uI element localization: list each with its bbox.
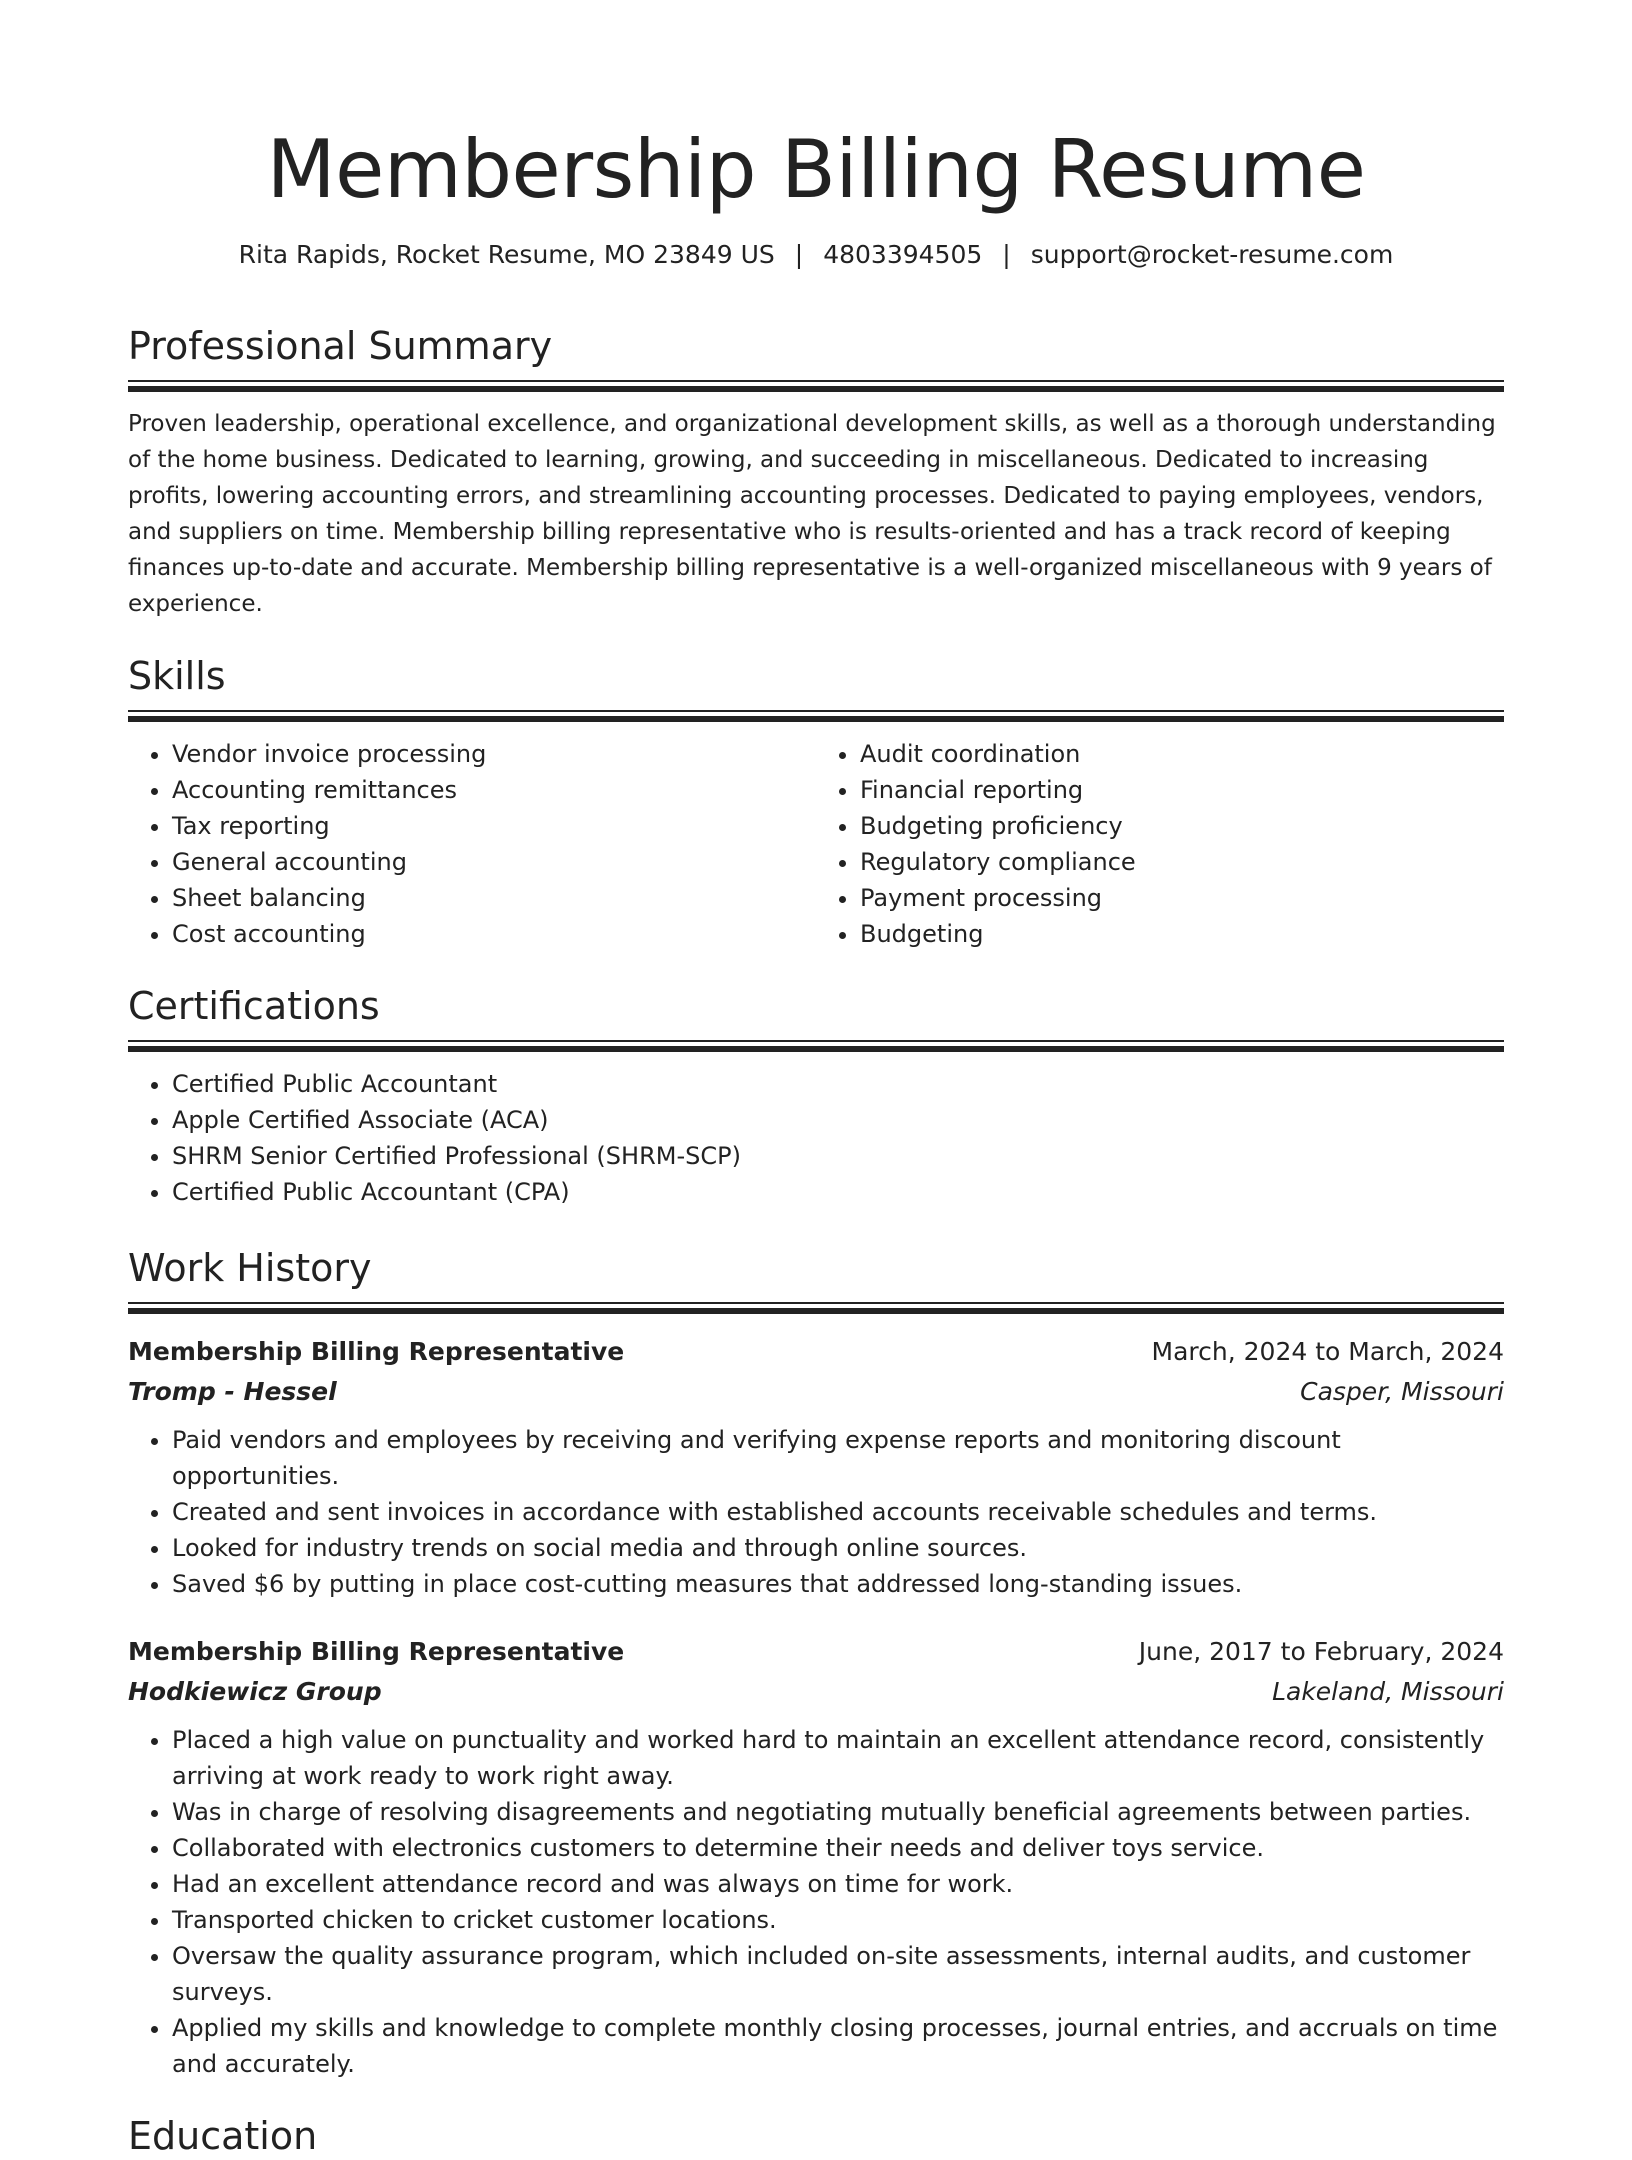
job-dates: June, 2017 to February, 2024 [1138,1637,1504,1666]
certifications-section [128,982,1504,1210]
section-divider [128,380,1504,392]
job-title: Membership Billing Representative [128,1337,625,1366]
job-duty-item: • Saved $6 by putting in place cost-cutting measures that addressed long-standing issues. [172,1566,1504,1602]
skills-list-right [816,736,1504,952]
skills-columns [128,736,1504,952]
section-divider [128,710,1504,722]
job-header-row [128,1632,1504,1672]
skill-item: • Budgeting [860,916,1504,952]
certification-item: • Certified Public Accountant (CPA) [172,1174,1504,1210]
contact-email: support@rocket-resume.com [1030,240,1394,269]
contact-separator: | [1002,240,1011,269]
section-title-certifications: Certifications [128,984,380,1028]
certification-item: • SHRM Senior Certified Professional (SHRM-SCP) [172,1138,1504,1174]
skill-item: • Budgeting proficiency [860,808,1504,844]
job-duty-item: • Had an excellent attendance record and was always on time for work. [172,1866,1504,1902]
job-location: Lakeland, Missouri [1272,1677,1504,1706]
skill-item: • General accounting [172,844,816,880]
job-duties-list [128,1422,1504,1602]
contact-phone: 4803394505 [823,240,983,269]
job-duty-item: • Paid vendors and employees by receiving and verifying expense reports and monitoring discount opportunities. [172,1422,1504,1494]
job-duty-item: • Applied my skills and knowledge to complete monthly closing processes, journal entries, and accruals on time and accurately. [172,2010,1504,2082]
certifications-list [128,1066,1504,1210]
skill-item: • Payment processing [860,880,1504,916]
contact-address: Rita Rapids, Rocket Resume, MO 23849 US [238,240,775,269]
job-employer-row [128,1372,1504,1412]
job-entry [128,1632,1504,2082]
skill-item: • Financial reporting [860,772,1504,808]
job-duty-item: • Transported chicken to cricket customer locations. [172,1902,1504,1938]
job-duty-item: • Created and sent invoices in accordance with established accounts receivable schedules and terms. [172,1494,1504,1530]
summary-section [128,322,1504,622]
section-title-education: Education [128,2114,318,2158]
education-section [128,2112,1504,2160]
skill-item: • Audit coordination [860,736,1504,772]
skill-item: • Regulatory compliance [860,844,1504,880]
section-title-work-history: Work History [128,1246,372,1290]
certification-item: • Apple Certified Associate (ACA) [172,1102,1504,1138]
job-dates: March, 2024 to March, 2024 [1151,1337,1504,1366]
job-title: Membership Billing Representative [128,1637,625,1666]
job-duty-item: • Was in charge of resolving disagreements and negotiating mutually beneficial agreements between parties. [172,1794,1504,1830]
summary-text: Proven leadership, operational excellence, and organizational development skills, as well as a thorough understanding of the home business. Dedicated to learning, growing, and succeeding in miscellaneous. Dedicated to increasing profits, lowering accounting errors, and streamlining accounting processes. Dedicated to paying employees, vendors, and suppliers on time. Membership billing representative who is results-oriented and has a track record of keeping finances up-to-date and accurate. Membership billing representative is a well-organized miscellaneous with 9 years of experience. [128,411,1496,617]
skills-section [128,652,1504,952]
job-entry [128,1332,1504,1602]
skill-item: • Accounting remittances [172,772,816,808]
resume-title: Membership Billing Resume [266,123,1366,216]
job-duty-item: • Oversaw the quality assurance program, which included on-site assessments, internal audits, and customer surveys. [172,1938,1504,2010]
job-duty-item: • Placed a high value on punctuality and worked hard to maintain an excellent attendance record, consistently arriving at work ready to work right away. [172,1722,1504,1794]
skill-item: • Vendor invoice processing [172,736,816,772]
section-title-summary: Professional Summary [128,324,553,368]
job-duties-list [128,1722,1504,2082]
section-divider [128,1302,1504,1314]
job-location: Casper, Missouri [1300,1377,1504,1406]
job-duty-item: • Looked for industry trends on social media and through online sources. [172,1530,1504,1566]
work-history-section [128,1244,1504,2082]
job-duty-item: • Collaborated with electronics customers to determine their needs and deliver toys service. [172,1830,1504,1866]
job-company: Tromp - Hessel [128,1377,337,1406]
contact-line [128,238,1504,272]
contact-separator: | [794,240,804,269]
skills-list-left [128,736,816,952]
job-header-row [128,1332,1504,1372]
job-employer-row [128,1672,1504,1712]
job-company: Hodkiewicz Group [128,1677,382,1706]
skill-item: • Tax reporting [172,808,816,844]
section-divider [128,1040,1504,1052]
skill-item: • Cost accounting [172,916,816,952]
certification-item: • Certified Public Accountant [172,1066,1504,1102]
skill-item: • Sheet balancing [172,880,816,916]
section-title-skills: Skills [128,654,226,698]
